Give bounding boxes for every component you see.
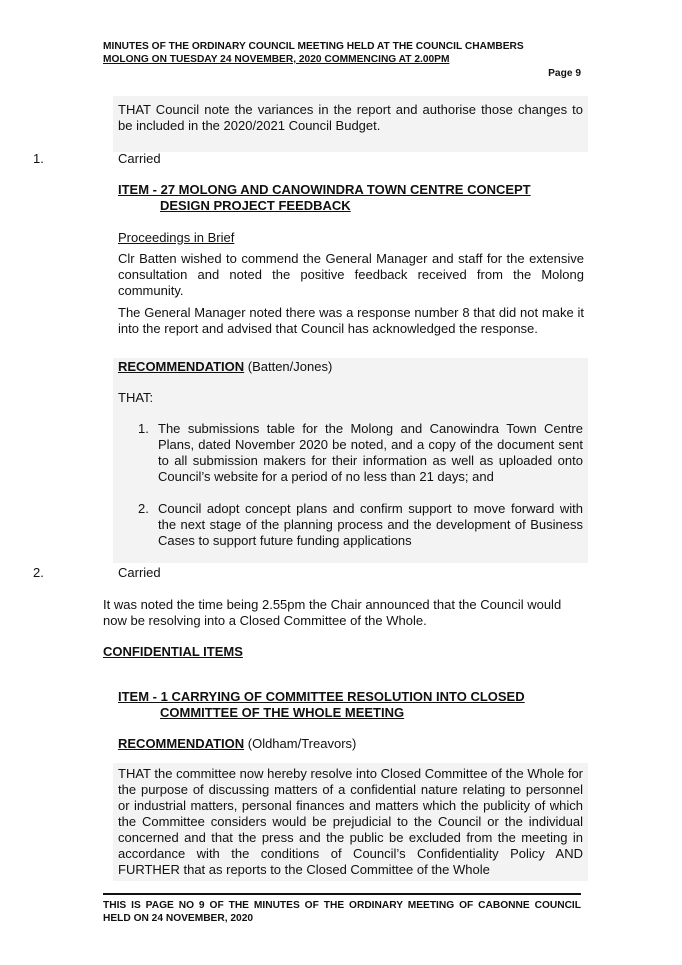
recommendation-item-number: 2. <box>138 501 149 516</box>
item-27-recommendation-box <box>113 358 588 563</box>
page-header <box>103 40 583 66</box>
recommendation-item-number: 1. <box>138 421 149 436</box>
recommendation-item-1 <box>118 421 583 485</box>
item-1-title-line-1: ITEM - 1 CARRYING OF COMMITTEE RESOLUTION INTO CLOSED <box>118 689 525 704</box>
header-line-1: MINUTES OF THE ORDINARY COUNCIL MEETING HELD AT THE COUNCIL CHAMBERS <box>103 41 524 52</box>
recommendation-movers: (Batten/Jones) <box>244 359 333 374</box>
header-line-2: MOLONG ON TUESDAY 24 NOVEMBER, 2020 COMMENCING AT 2.00PM <box>103 54 450 65</box>
proceedings-para-1: Clr Batten wished to commend the General Manager and staff for the extensive consultation and noted the positive feedback received from the Molong community. <box>118 251 584 298</box>
item-1-resolution-box <box>113 763 588 881</box>
item-1-title <box>118 689 588 721</box>
recommendation-label: RECOMMENDATION <box>118 359 245 374</box>
recommendation-label: RECOMMENDATION <box>118 736 245 751</box>
item-27-title <box>118 182 588 214</box>
page-number: Page 9 <box>548 68 581 79</box>
resolution-result-1: Carried <box>118 151 161 166</box>
proceedings-para-2: The General Manager noted there was a response number 8 that did not make it into the report and advised that Council has acknowledged the response. <box>118 305 584 336</box>
proceedings-heading: Proceedings in Brief <box>118 230 235 245</box>
resolution-number-1: 1. <box>33 151 44 166</box>
footer-divider <box>103 893 581 895</box>
resolution-result-2: Carried <box>118 565 161 580</box>
item-27-title-line-1: ITEM - 27 MOLONG AND CANOWINDRA TOWN CENTRE CONCEPT <box>118 182 531 197</box>
recommendation-item-text: Council adopt concept plans and confirm support to move forward with the next stage of the planning process and the development of Business Cases to support future funding applications <box>158 501 583 548</box>
recommendation-item-2 <box>118 501 583 549</box>
item-27-title-line-2: DESIGN PROJECT FEEDBACK <box>160 198 351 213</box>
closed-committee-note: It was noted the time being 2.55pm the Chair announced that the Council would now be resolving into a Closed Committee of the Whole. <box>103 597 562 628</box>
recommendation-item-text: The submissions table for the Molong and Canowindra Town Centre Plans, dated November 2020 be noted, and a copy of the document sent to all submission makers for their information as well as uploaded onto Council’s website for a period of no less than 21 days; and <box>158 421 583 484</box>
confidential-items-heading: CONFIDENTIAL ITEMS <box>103 644 243 659</box>
recommendation-list <box>118 421 583 549</box>
resolution-number-2: 2. <box>33 565 44 580</box>
item-1-recommendation <box>118 736 356 752</box>
recommendation-movers: (Oldham/Treavors) <box>244 736 357 751</box>
prev-resolution-box <box>113 96 588 152</box>
page-footer: THIS IS PAGE NO 9 OF THE MINUTES OF THE ORDINARY MEETING OF CABONNE COUNCIL HELD ON 24 NOVEMBER, 2020 <box>103 900 581 924</box>
prev-resolution-text: THAT Council note the variances in the report and authorise those changes to be included in the 2020/2021 Council Budget. <box>118 102 583 133</box>
item-1-title-line-2: COMMITTEE OF THE WHOLE MEETING <box>160 705 405 720</box>
recommendation-that: THAT: <box>118 390 154 405</box>
item-1-resolution-text: THAT the committee now hereby resolve into Closed Committee of the Whole for the purpose of discussing matters of a confidential nature relating to personnel or industrial matters, personal finances and matters which the publicity of which the Committee considers would be prejudicial to the Council or the individual concerned and that the press and the public be excluded from the meeting in accordance with the conditions of Council’s Confidentiality Policy AND FURTHER that as reports to the Closed Committee of the Whole <box>118 766 583 877</box>
